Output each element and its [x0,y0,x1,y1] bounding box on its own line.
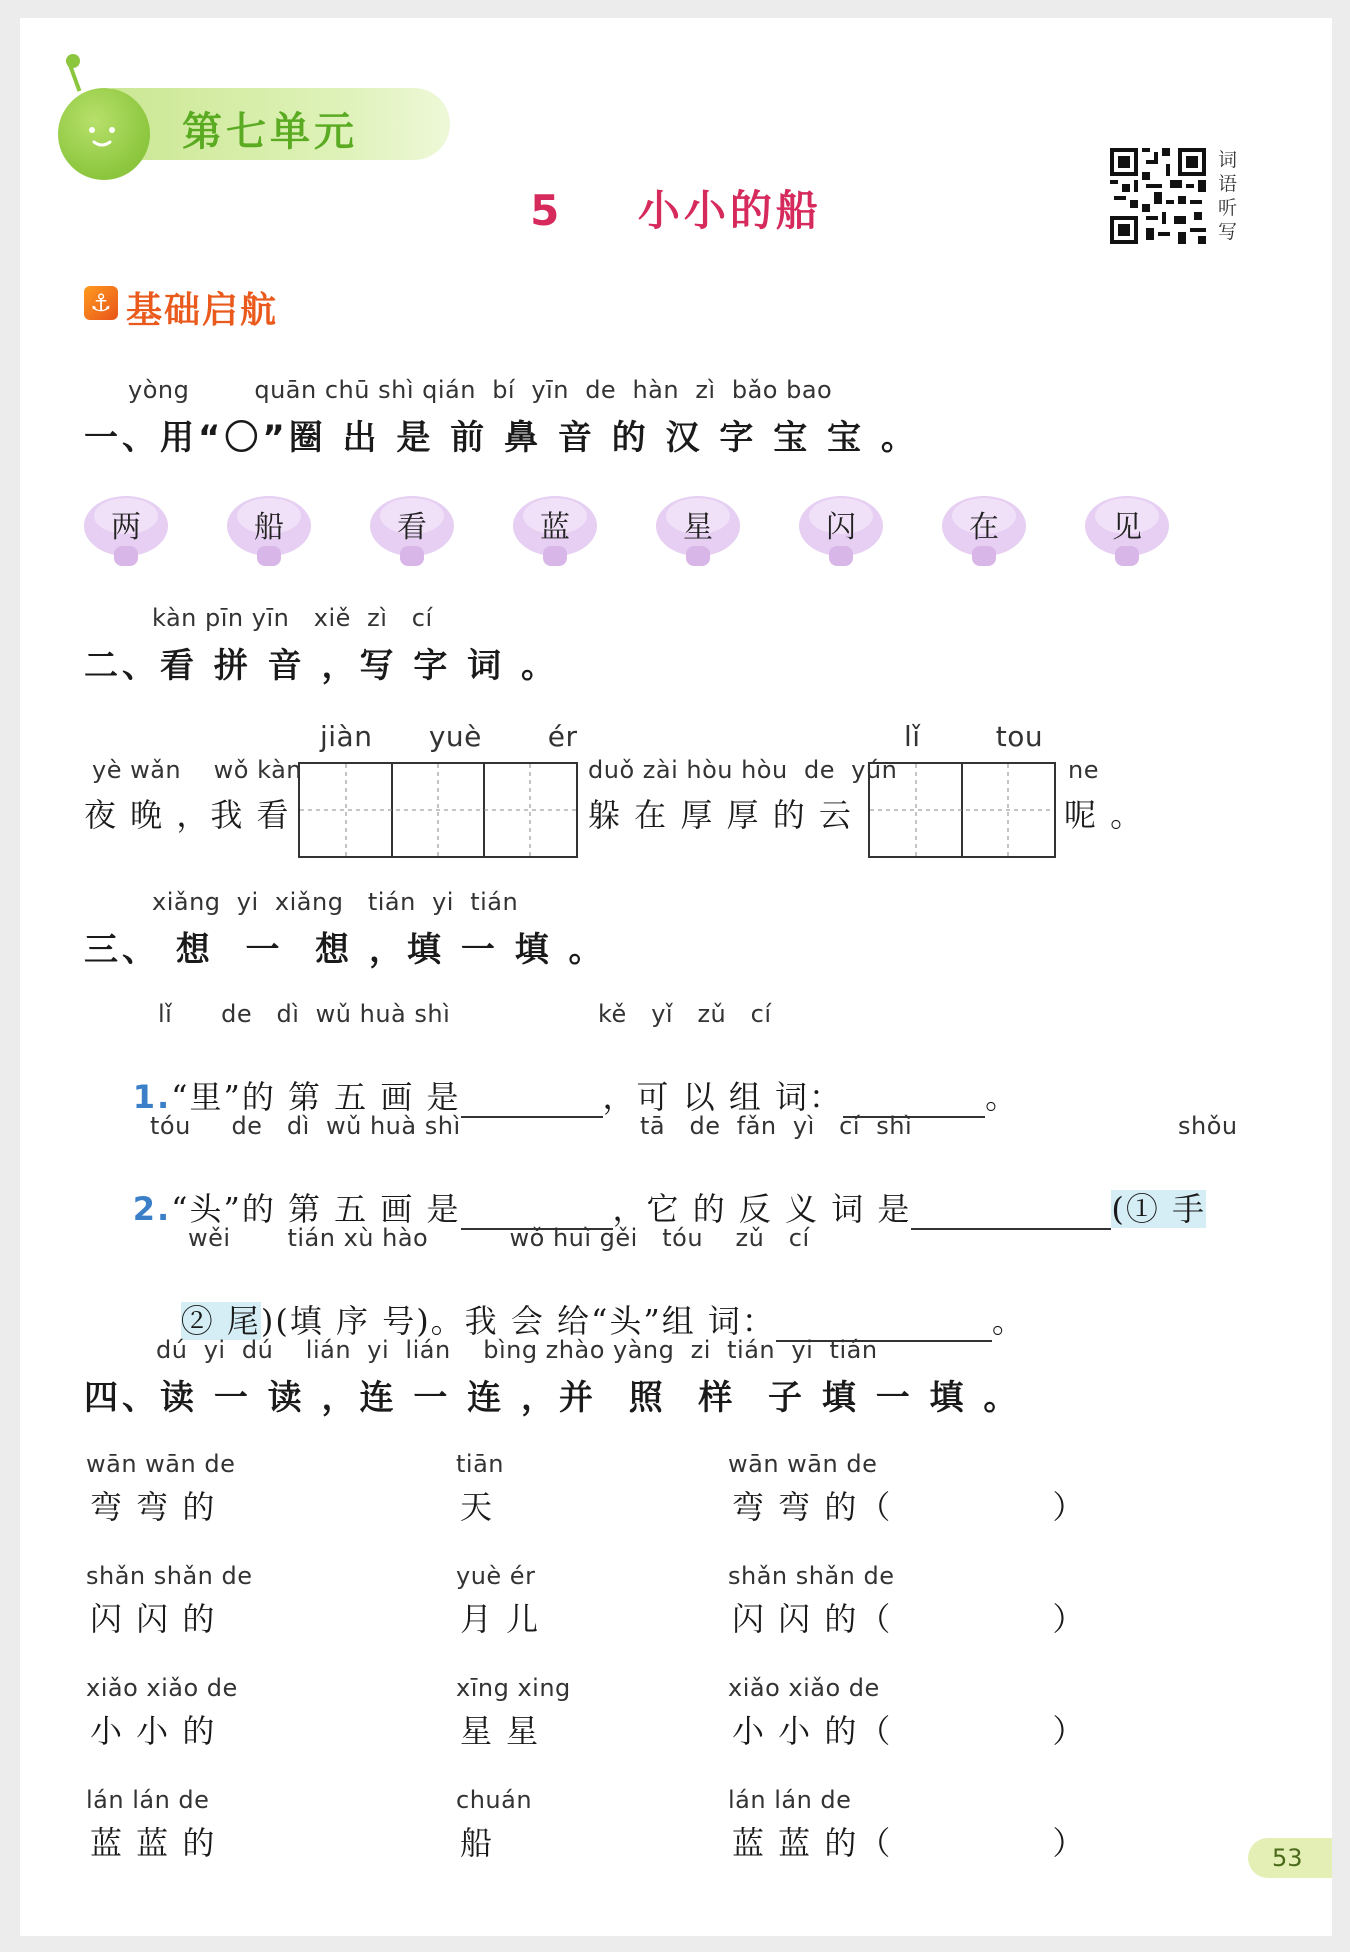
q3-item1-pinyin2: kě yǐ zǔ cí [598,1000,772,1028]
answer-blank[interactable] [461,1086,603,1118]
q4-left-word[interactable]: 小 小 的 [90,1712,217,1750]
q4-right-prefix: 小 小 的（ [732,1712,893,1750]
q3-item2-pinyin: tóu de dì wǔ huà shì [150,1112,461,1140]
workbook-page [20,18,1332,1936]
mushroom-char: 看 [397,510,427,545]
q4-left-word[interactable]: 弯 弯 的 [90,1488,217,1526]
q3-item1-b: ，可 以 组 词： [602,1078,844,1116]
q4-middle-pinyin: xīng xing [456,1674,571,1702]
q4-middle-pinyin: tiān [456,1450,504,1478]
answer-blank[interactable] [911,1198,1111,1230]
q4-right-pinyin: xiǎo xiǎo de [728,1674,880,1702]
anchor-icon: ⚓ [84,286,118,320]
writing-grid-1[interactable] [298,762,578,858]
grid-lines [870,764,1054,856]
q4-middle-word[interactable]: 天 [460,1488,495,1526]
writing-grid-2[interactable] [868,762,1056,858]
q3-item2-pinyin3: shǒu [1178,1112,1238,1140]
q4-right-word [732,1482,1086,1528]
lesson-name: 小小的船 [637,186,822,235]
q3-item2-end: 。 [991,1302,1026,1340]
q4-right-word [732,1706,1086,1752]
q2-box1-pinyin: jiàn yuè ér [320,720,578,753]
q4-right-close: ） [1052,1824,1087,1862]
q4-left-pinyin: xiǎo xiǎo de [86,1674,238,1702]
page-number: 53 [1272,1844,1303,1872]
option-1: (① 手 [1111,1190,1207,1228]
q4-middle-word[interactable]: 船 [460,1824,495,1862]
q4-left-pinyin: lán lán de [86,1786,210,1814]
q4-right-close: ） [1052,1600,1087,1638]
q2-seg3-pinyin: ne [1068,756,1099,784]
grid-lines [300,764,576,856]
mushroom-item[interactable] [940,490,1028,568]
q4-left-word[interactable]: 闪 闪 的 [90,1600,217,1638]
q4-right-pinyin: lán lán de [728,1786,852,1814]
q4-right-prefix: 弯 弯 的（ [732,1488,893,1526]
qr-label: 词语听写 [1218,149,1238,243]
mushroom-char: 闪 [826,510,856,545]
q4-right-pinyin: shǎn shǎn de [728,1562,895,1590]
q4-left-word[interactable]: 蓝 蓝 的 [90,1824,217,1862]
q4-middle-pinyin: chuán [456,1786,533,1814]
q2-seg2-text: 躲 在 厚 厚 的 云 [588,796,853,834]
section-title: 基础启航 [126,290,279,331]
item-number: 1. [132,1078,172,1116]
mushroom-char: 星 [683,510,713,545]
q3-item2-line2-pinyin: wěi tián xù hào wǒ huì gěi tóu zǔ cí [188,1224,810,1252]
mushroom-item[interactable] [225,490,313,568]
q4-right-pinyin: wān wān de [728,1450,878,1478]
mushroom-char: 船 [254,510,284,545]
q1-pinyin: yòng quān chū shì qián bí yīn de hàn zì bǎo bao [128,376,833,404]
q2-instruction: 二、看 拼 音 ，写 字 词 。 [84,646,560,686]
q3-item1-pinyin: lǐ de dì wǔ huà shì [158,1000,451,1028]
q4-right-close: ） [1052,1488,1087,1526]
lesson-number: 5 [530,186,564,235]
q4-right-prefix: 闪 闪 的（ [732,1600,893,1638]
mushroom-char: 见 [1112,510,1142,545]
q4-middle-pinyin: yuè ér [456,1562,536,1590]
q2-box2-pinyin: lǐ tou [904,720,1044,753]
mushroom-item[interactable] [654,490,742,568]
q4-pinyin: dú yi dú lián yi lián bìng zhào yàng zi tián yi tián [156,1336,878,1364]
mushroom-item[interactable] [368,490,456,568]
item-number: 2. [132,1190,172,1228]
q4-right-word [732,1594,1086,1640]
qr-code-icon[interactable] [1110,148,1206,244]
mushroom-item[interactable] [1083,490,1171,568]
mascot-face-icon [58,88,150,180]
q3-item1-a: “里”的 第 五 画 是 [171,1078,461,1116]
q2-seg1-pinyin: yè wǎn wǒ kàn [92,756,302,784]
mushroom-item[interactable] [797,490,885,568]
mushroom-char: 两 [111,510,141,545]
mushroom-item[interactable] [82,490,170,568]
q3-pinyin: xiǎng yi xiǎng tián yi tián [152,888,519,916]
q4-right-close: ） [1052,1712,1087,1750]
mushroom-item[interactable] [511,490,599,568]
q2-seg2-pinyin: duǒ zài hòu hòu de yún [588,756,898,784]
q3-item2-pinyin2: tā de fǎn yì cí shì [640,1112,913,1140]
q4-left-pinyin: shǎn shǎn de [86,1562,253,1590]
q3-item2-a: “头”的 第 五 画 是 [171,1190,461,1228]
q2-pinyin: kàn pīn yīn xiě zì cí [152,604,433,632]
option-2: ② 尾 [180,1302,261,1340]
q4-instruction: 四、读 一 读 ，连 一 连 ，并 照 样 子 填 一 填 。 [84,1378,1022,1418]
q1-instruction: 一、用“〇”圈 出 是 前 鼻 音 的 汉 字 宝 宝 。 [84,418,919,458]
q4-right-word [732,1818,1086,1864]
q4-middle-word[interactable]: 星 星 [460,1712,541,1750]
mushroom-char: 蓝 [540,510,570,545]
q3-item2-b: ，它 的 反 义 词 是 [612,1190,912,1228]
mascot-antenna-dot [66,54,80,68]
q4-middle-word[interactable]: 月 儿 [460,1600,541,1638]
mascot-icon [58,88,150,180]
q3-instruction: 三、 想 一 想 ，填 一 填 。 [84,930,607,970]
q3-item2-c: )(填 序 号)。我 会 给“头”组 词： [260,1302,776,1340]
q4-left-pinyin: wān wān de [86,1450,236,1478]
q4-right-prefix: 蓝 蓝 的（ [732,1824,893,1862]
q2-seg1-text: 夜 晚 ，我 看 [84,796,291,834]
q2-seg3-text: 呢 。 [1064,796,1145,834]
q3-item1-end: 。 [985,1078,1020,1116]
unit-title: 第七单元 [182,108,358,155]
mushroom-char: 在 [969,510,999,545]
